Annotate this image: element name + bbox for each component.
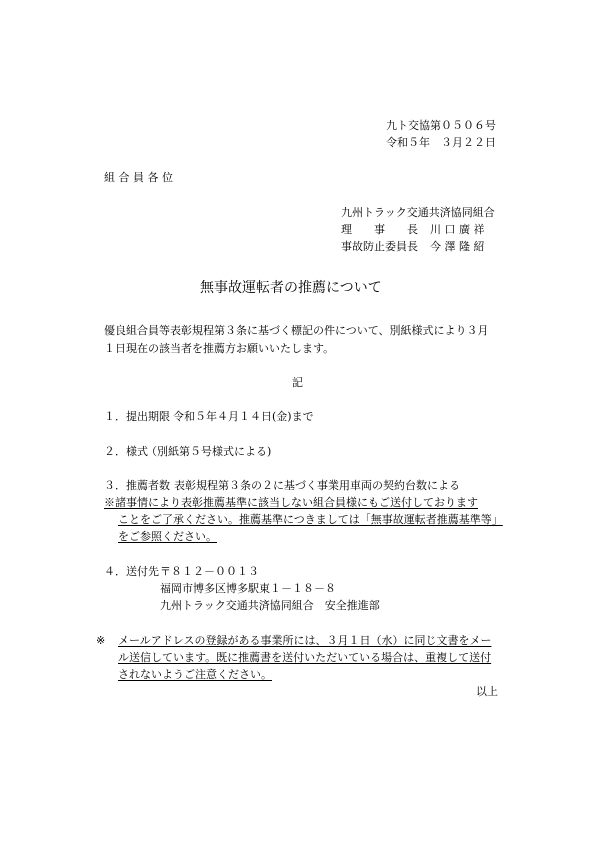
item-3-label: ３．推薦者数 [104,479,170,492]
ki-heading: 記 [292,376,303,389]
sender-name-committee: 今 澤 隆 紹 [430,240,485,253]
body-line-2: １日現在の該当者を推薦方お願いいたします。 [104,342,335,355]
footnote-line-1: メールアドレスの登録がある事業所には、３月１日（水）に同じ文書をメー [118,634,492,647]
item-2-value: （別紙第５号様式による) [146,445,272,458]
item-2-label: ２．様式 [104,445,148,458]
item-4-label: ４．送付先 [104,565,159,578]
closing-ijo: 以上 [476,685,498,698]
item-4-postal-code: 〒８１２－００１３ [160,565,259,578]
sender-organization: 九州トラック交通共済協同組合 [341,206,495,219]
body-line-1: 優良組合員等表彰規程第３条に基づく標記の件について、別紙様式により３月 [104,324,489,337]
item-1-value: 令和５年４月１４日(金)まで [173,410,314,423]
item-3-note-line-2: ことをご了承ください。推薦基準につきましては「無事故運転者推薦基準等」 [118,513,503,526]
document-title: 無事故運転者の推薦について [200,280,382,296]
sender-name-chairman: 川 口 廣 祥 [430,223,485,236]
sender-role-committee: 事故防止委員長 [341,240,418,253]
addressee: 組 合 員 各 位 [104,171,173,184]
document-date: 令和５年 ３月２２日 [386,136,496,149]
item-1-label: １．提出期限 [104,410,170,423]
item-4-address: 福岡市博多区博多駅東１－１８－８ [160,582,336,595]
footnote-line-2: ル送信しています。既に推薦書を送付いただいている場合は、重複して送付 [118,651,492,664]
item-3-value: 表彰規程第３条の２に基づく事業用車両の契約台数による [174,479,460,492]
item-4-organization: 九州トラック交通共済協同組合 安全推進部 [160,599,380,612]
footnote-mark: ※ [96,634,106,647]
item-3-note-line-1: ※諸事情により表彰推薦基準に該当しない組合員様にもご送付しております [104,496,478,509]
item-3-note-line-3: をご参照ください。 [118,530,217,543]
sender-role-chairman: 理 事 長 [341,223,418,236]
document-number: 九ト交協第０５０６号 [386,119,496,132]
footnote-line-3: されないようご注意ください。 [118,668,272,681]
